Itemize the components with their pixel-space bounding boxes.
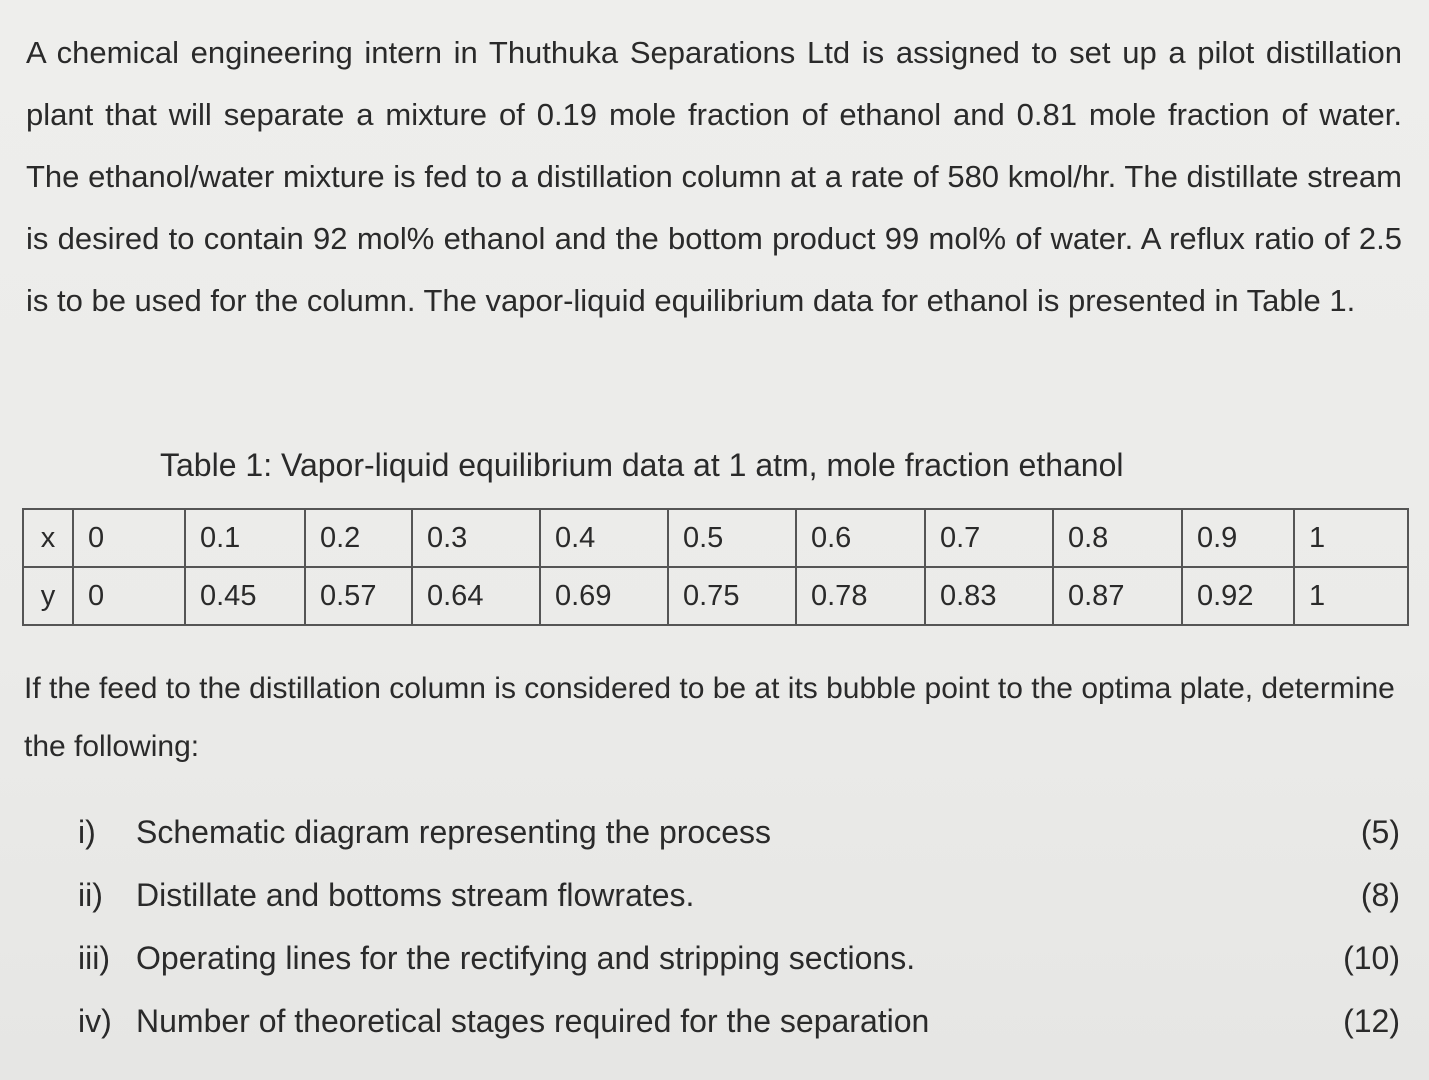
table-cell: 0.64 (412, 567, 540, 625)
task-marks: (10) (1343, 940, 1400, 976)
table-cell: 0.75 (668, 567, 796, 625)
table-cell: 1 (1294, 509, 1408, 567)
question-prompt: If the feed to the distillation column is considered to be at its bubble point to the optima plate, determine the following: (24, 672, 1395, 763)
vle-data-table (22, 508, 1409, 626)
table-caption: Table 1: Vapor-liquid equilibrium data at 1 atm, mole fraction ethanol (160, 447, 1124, 483)
task-number: iv) (78, 1003, 112, 1039)
table-cell: 0.57 (305, 567, 412, 625)
task-item (78, 802, 1400, 862)
table-cell: 0.78 (796, 567, 925, 625)
task-marks: (12) (1343, 1003, 1400, 1039)
task-text: Number of theoretical stages required for the separation (136, 1003, 930, 1039)
task-text: Schematic diagram representing the process (136, 814, 771, 850)
table-cell: 0.83 (925, 567, 1053, 625)
table-cell: 0.5 (668, 509, 796, 567)
table-cell: 0.87 (1053, 567, 1182, 625)
task-text: Distillate and bottoms stream flowrates. (136, 877, 695, 913)
table-cell: 0.8 (1053, 509, 1182, 567)
table-cell: 0.1 (185, 509, 305, 567)
table-cell: 1 (1294, 567, 1408, 625)
table-cell: 0.7 (925, 509, 1053, 567)
row-label-x: x (23, 509, 73, 567)
task-text: Operating lines for the rectifying and stripping sections. (136, 940, 916, 976)
table-cell: 0.4 (540, 509, 668, 567)
task-marks: (5) (1360, 814, 1400, 850)
table-cell: 0.2 (305, 509, 412, 567)
table-cell: 0 (73, 509, 185, 567)
table-cell: 0.45 (185, 567, 305, 625)
task-number: ii) (78, 877, 103, 913)
table-cell: 0.9 (1182, 509, 1294, 567)
table-cell: 0.69 (540, 567, 668, 625)
table-row-x (23, 509, 1408, 567)
task-number: i) (78, 814, 96, 850)
task-number: iii) (78, 940, 110, 976)
task-item (78, 991, 1400, 1051)
task-item (78, 928, 1400, 988)
table-cell: 0.92 (1182, 567, 1294, 625)
table-row-y (23, 567, 1408, 625)
table-cell: 0.6 (796, 509, 925, 567)
task-item (78, 865, 1400, 925)
task-marks: (8) (1360, 877, 1400, 913)
table-cell: 0 (73, 567, 185, 625)
problem-statement: A chemical engineering intern in Thuthuka Separations Ltd is assigned to set up a pilot distillation plant that will separate a mixture of 0.19 mole fraction of ethanol and 0.81 mole fraction of water. The ethanol/water mixture is fed to a distillation column at a rate of 580 kmol/hr. The distillate stream is desired to contain 92 mol% ethanol and the bottom product 99 mol% of water. A reflux ratio of 2.5 is to be used for the column. The vapor-liquid equilibrium data for ethanol is presented in Table 1. (26, 35, 1402, 318)
table-cell: 0.3 (412, 509, 540, 567)
row-label-y: y (23, 567, 73, 625)
